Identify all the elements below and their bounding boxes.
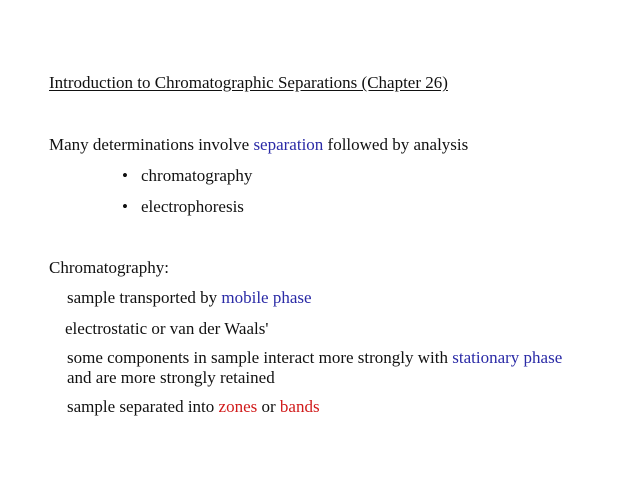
intro-text-before: Many determinations involve bbox=[49, 135, 254, 154]
point-mobile-phase bbox=[67, 288, 312, 308]
point-text: sample transported by bbox=[67, 288, 222, 307]
bullet-marker: • bbox=[122, 197, 128, 216]
intro-text-after: followed by analysis bbox=[323, 135, 469, 154]
highlight-zones: zones bbox=[218, 397, 258, 416]
point-text: some components in sample interact more strongly with bbox=[67, 348, 453, 367]
bullet-item-chromatography: chromatography bbox=[141, 166, 253, 185]
point-text: and are more strongly retained bbox=[67, 368, 275, 387]
highlight-mobile-phase: mobile phase bbox=[221, 288, 312, 307]
point-text: or bbox=[257, 397, 280, 416]
section-heading: Chromatography: bbox=[49, 258, 169, 277]
point-text: sample separated into bbox=[67, 397, 219, 416]
highlight-bands: bands bbox=[279, 397, 320, 416]
point-stationary-phase bbox=[67, 348, 567, 388]
bullet-item-electrophoresis: electrophoresis bbox=[141, 197, 244, 216]
intro-highlight-separation: separation bbox=[253, 135, 324, 154]
point-electrostatic: electrostatic or van der Waals' bbox=[65, 319, 269, 338]
intro-line bbox=[49, 135, 468, 155]
bullet-marker: • bbox=[122, 166, 128, 185]
highlight-stationary-phase: stationary phase bbox=[452, 348, 563, 367]
slide-title: Introduction to Chromatographic Separations (Chapter 26) bbox=[49, 73, 448, 92]
point-zones-bands bbox=[67, 397, 320, 417]
